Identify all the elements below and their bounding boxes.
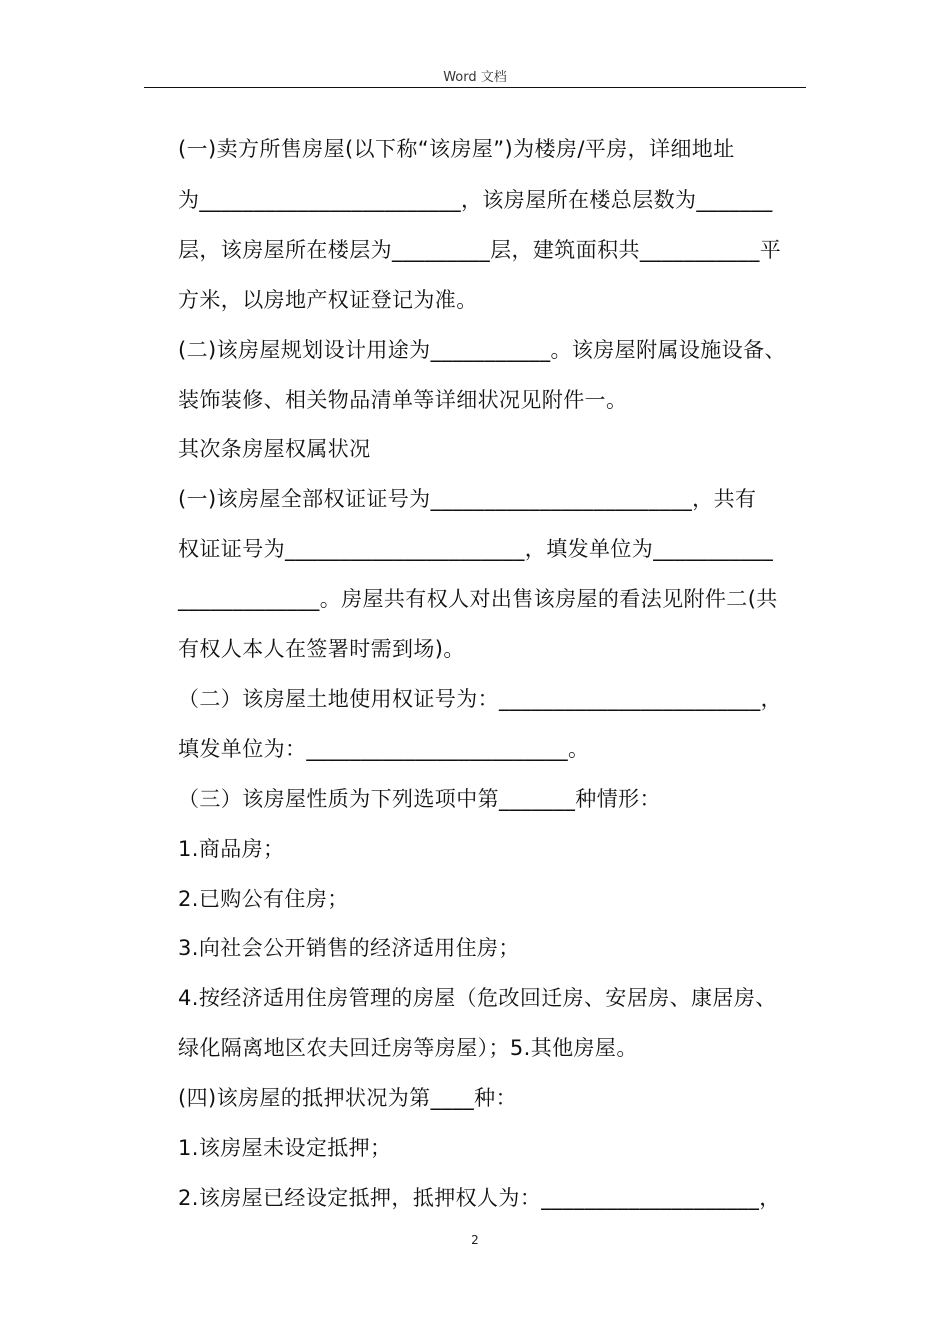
list-item-2: 2.已购公有住房；	[178, 887, 349, 911]
body-line-3: 层，该房屋所在楼层为_________层，建筑面积共___________平	[178, 238, 782, 262]
body-line-20: (四)该房屋的抵押状况为第____种：	[178, 1086, 517, 1110]
section-heading: 其次条房屋权属状况	[178, 437, 371, 461]
body-line-8: (一)该房屋全部权证证号为________________________，共有	[178, 487, 757, 511]
header-rule	[144, 87, 806, 88]
body-line-11: 有权人本人在签署时需到场)。	[178, 637, 465, 661]
body-line-5: (二)该房屋规划设计用途为___________。该房屋附属设施设备、	[178, 338, 786, 362]
body-line-14: （三）该房屋性质为下列选项中第_______种情形：	[178, 787, 661, 811]
list-item-4-cont: 绿化隔离地区农夫回迁房等房屋）；5.其他房屋。	[178, 1036, 638, 1060]
body-line-4: 方米，以房地产权证登记为准。	[178, 288, 478, 312]
body-line-2: 为________________________，该房屋所在楼总层数为_______	[178, 188, 773, 212]
page-header: Word 文档	[443, 70, 507, 85]
body-line-10: _____________。房屋共有权人对出售该房屋的看法见附件二(共	[178, 587, 778, 611]
list-item-1: 1.商品房；	[178, 837, 285, 861]
page-number: 2	[471, 1233, 479, 1247]
mortgage-item-1: 1.该房屋未设定抵押；	[178, 1136, 392, 1160]
body-line-12: （二）该房屋土地使用权证号为：________________________，	[178, 687, 782, 711]
body-line-1: (一)卖方所售房屋(以下称“该房屋”)为楼房/平房，详细地址	[178, 137, 735, 161]
body-line-6: 装饰装修、相关物品清单等详细状况见附件一。	[178, 388, 628, 412]
body-line-9: 权证证号为______________________，填发单位为___________	[178, 537, 774, 561]
list-item-4: 4.按经济适用住房管理的房屋（危改回迁房、安居房、康居房、	[178, 986, 777, 1010]
body-line-13: 填发单位为：________________________。	[178, 737, 590, 761]
list-item-3: 3.向社会公开销售的经济适用住房；	[178, 936, 520, 960]
mortgage-item-2: 2.该房屋已经设定抵押，抵押权人为：____________________，	[178, 1186, 781, 1210]
